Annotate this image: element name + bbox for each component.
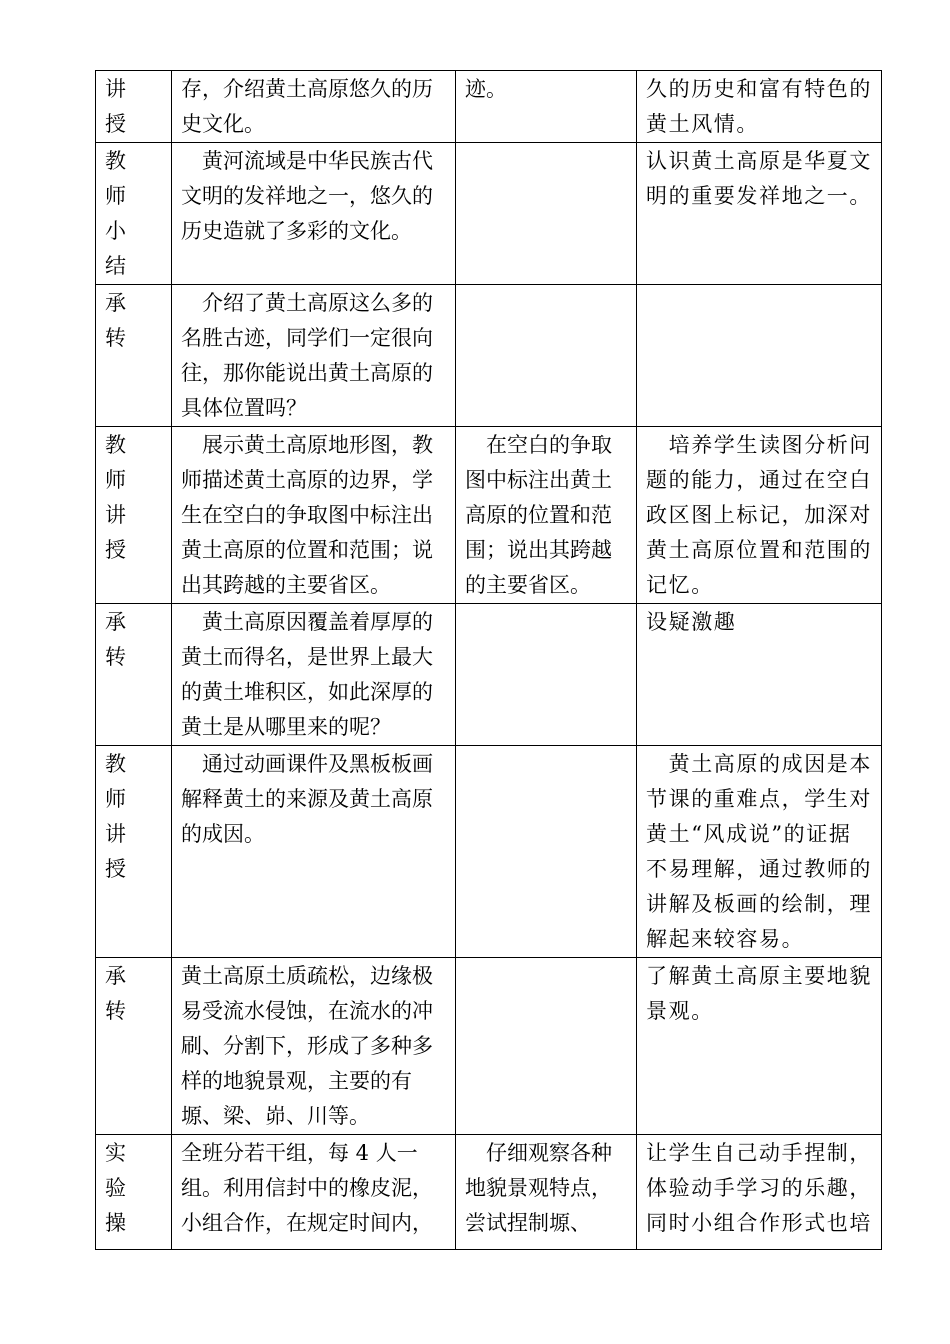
stage-char: 承	[105, 964, 126, 988]
stage-char: 验	[105, 1176, 126, 1200]
stage-char: 教	[105, 149, 126, 173]
teacher-activity-cell: 黄河流域是中华民族古代文明的发祥地之一，悠久的历史造就了多彩的文化。	[172, 143, 456, 285]
design-intent-cell	[637, 285, 882, 427]
stage-cell	[96, 746, 172, 958]
stage-char: 转	[105, 645, 126, 669]
stage-char: 小	[105, 219, 126, 243]
table-row	[96, 427, 882, 604]
teacher-activity-cell: 黄土高原因覆盖着厚厚的黄土而得名，是世界上最大的黄土堆积区，如此深厚的黄土是从哪里来的呢？	[172, 604, 456, 746]
student-activity-cell: 迹。	[456, 71, 637, 143]
stage-char: 结	[105, 254, 126, 278]
stage-cell	[96, 958, 172, 1135]
stage-char: 承	[105, 291, 126, 315]
stage-cell	[96, 604, 172, 746]
teacher-activity-cell: 黄土高原土质疏松，边缘极易受流水侵蚀，在流水的冲刷、分割下，形成了多种多样的地貌景观，主要的有塬、梁、峁、川等。	[172, 958, 456, 1135]
stage-char: 授	[105, 857, 126, 881]
stage-cell	[96, 1135, 172, 1250]
stage-cell	[96, 285, 172, 427]
student-activity-cell: 仔细观察各种地貌景观特点，尝试捏制塬、	[456, 1135, 637, 1250]
table-row	[96, 285, 882, 427]
stage-char: 承	[105, 610, 126, 634]
stage-char: 讲	[105, 77, 126, 101]
stage-char: 教	[105, 433, 126, 457]
design-intent-cell: 认识黄土高原是华夏文明的重要发祥地之一。	[637, 143, 882, 285]
stage-cell	[96, 427, 172, 604]
design-intent-cell: 久的历史和富有特色的黄土风情。	[637, 71, 882, 143]
stage-char: 转	[105, 326, 126, 350]
table-row	[96, 1135, 882, 1250]
table-row	[96, 71, 882, 143]
stage-char: 转	[105, 999, 126, 1023]
stage-char: 师	[105, 184, 126, 208]
design-intent-cell: 设疑激趣	[637, 604, 882, 746]
stage-char: 师	[105, 787, 126, 811]
student-activity-cell	[456, 746, 637, 958]
table-row	[96, 143, 882, 285]
student-activity-cell	[456, 285, 637, 427]
stage-char: 授	[105, 112, 126, 136]
stage-char: 讲	[105, 822, 126, 846]
stage-char: 讲	[105, 503, 126, 527]
stage-char: 授	[105, 538, 126, 562]
stage-char: 师	[105, 468, 126, 492]
table-row	[96, 604, 882, 746]
design-intent-cell: 培养学生读图分析问题的能力，通过在空白政区图上标记，加深对黄土高原位置和范围的记忆。	[637, 427, 882, 604]
lesson-plan-table	[95, 70, 882, 1250]
stage-char: 实	[105, 1141, 126, 1165]
design-intent-cell: 黄土高原的成因是本节课的重难点，学生对黄土“风成说”的证据不易理解，通过教师的讲解及板画的绘制，理解起来较容易。	[637, 746, 882, 958]
student-activity-cell	[456, 604, 637, 746]
teacher-activity-cell: 展示黄土高原地形图，教师描述黄土高原的边界，学生在空白的争取图中标注出黄土高原的位置和范围；说出其跨越的主要省区。	[172, 427, 456, 604]
teacher-activity-cell: 通过动画课件及黑板板画解释黄土的来源及黄土高原的成因。	[172, 746, 456, 958]
design-intent-cell: 了解黄土高原主要地貌景观。	[637, 958, 882, 1135]
student-activity-cell	[456, 143, 637, 285]
student-activity-cell	[456, 958, 637, 1135]
stage-cell	[96, 71, 172, 143]
teacher-activity-cell: 存，介绍黄土高原悠久的历史文化。	[172, 71, 456, 143]
table-row	[96, 746, 882, 958]
teacher-activity-cell: 全班分若干组，每 4 人一组。利用信封中的橡皮泥，小组合作，在规定时间内，	[172, 1135, 456, 1250]
student-activity-cell: 在空白的争取图中标注出黄土高原的位置和范围；说出其跨越的主要省区。	[456, 427, 637, 604]
stage-cell	[96, 143, 172, 285]
teacher-activity-cell: 介绍了黄土高原这么多的名胜古迹，同学们一定很向往，那你能说出黄土高原的具体位置吗？	[172, 285, 456, 427]
stage-char: 教	[105, 752, 126, 776]
design-intent-cell: 让学生自己动手捏制，体验动手学习的乐趣，同时小组合作形式也培	[637, 1135, 882, 1250]
stage-char: 操	[105, 1211, 126, 1235]
table-row	[96, 958, 882, 1135]
